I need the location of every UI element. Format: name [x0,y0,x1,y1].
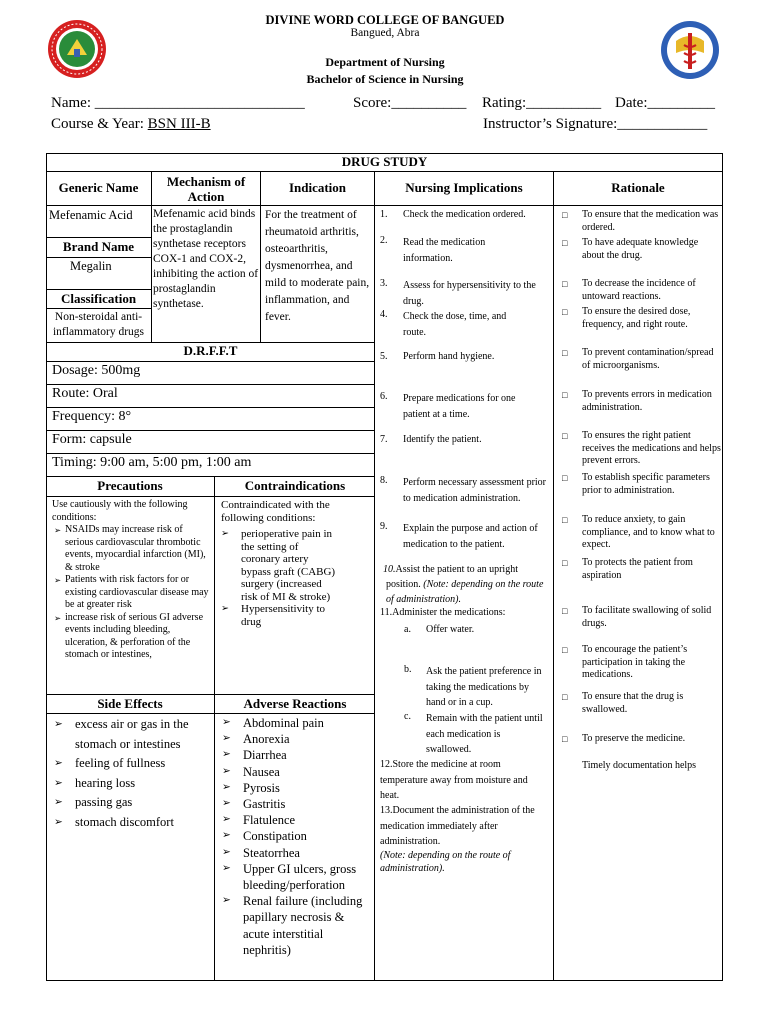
contraindications-list [221,499,339,628]
nursing-step [380,757,548,804]
sub-step-label: a. [404,624,411,635]
side-effect-item: ➢ passing gas [54,793,212,813]
adverse-reaction-item: ➢ Pyrosis [222,780,372,796]
dosage-row: Dosage: 500mg [52,363,141,378]
contraindications-intro: Contraindicated with the following conditions: [221,499,330,524]
rationale-text: To decrease the incidence of untoward reactions. [582,278,696,302]
rationale-text: To establish specific parameters prior to administration. [582,472,710,496]
score-field[interactable]: Score:__________ [353,95,467,111]
course-value: BSN III-B [147,116,211,132]
rationale-item [562,278,722,303]
col-header-rationale: Rationale [611,180,665,195]
adverse-reaction-item: ➢ Abdominal pain [222,715,372,731]
rationale-item [562,644,722,682]
precaution-item: ➢ Patients with risk factors for or existing cardiovascular disease may be at greater risk [54,574,212,612]
contraindication-item: ➢ perioperative pain in the setting of coronary artery bypass graft (CABG) surgery (increased risk of MI & stroke) [221,528,339,603]
nursing-step-text: Document the administration of the medication immediately after administration. [380,805,535,847]
rationale-item [562,557,722,582]
brand-name-label: Brand Name [62,239,135,254]
side-effects-title: Side Effects [97,696,163,711]
rationale-text: To have adequate knowledge about the drug. [582,237,699,261]
adverse-reaction-item: ➢ Flatulence [222,812,372,828]
nursing-step [380,803,548,850]
sub-step-label: b. [404,664,412,675]
nursing-step: Perform hand hygiene. [403,351,495,362]
side-effect-item: ➢ feeling of fullness [54,754,212,774]
rationale-text: To reduce anxiety, to gain compliance, and to know what to expect. [582,514,715,550]
college-location: Bangued, Abra [350,27,420,39]
nursing-step: Read the medication information. [403,237,486,264]
checkbox-icon: □ [562,238,568,248]
nursing-step-text: Administer the medications: [392,607,506,618]
rationale-text: To encourage the patient’s participation in taking the medications. [582,644,688,680]
precautions-intro: Use cautiously with the following conditions: [52,499,188,523]
step-number: 4. [380,309,388,320]
name-label: Name: [51,95,91,111]
side-effects-list [54,715,212,832]
sub-step: Remain with the patient until each medication is swallowed. [426,713,543,755]
nursing-step: Identify the patient. [403,434,482,445]
col-header-indication: Indication [288,180,347,195]
indication-text: For the treatment of rheumatoid arthritis, osteoarthritis, dysmenorrhea, and mild to moderate pain, inflammation, and fever. [265,209,370,323]
checkbox-icon: □ [562,606,568,616]
checkbox-icon: □ [562,692,568,702]
rationale-item [562,237,722,262]
drfft-title: D.R.F.F.T [183,343,238,358]
date-field[interactable]: Date:_________ [615,95,715,111]
step-number: 3. [380,278,388,289]
adverse-reaction-item: ➢ Anorexia [222,731,372,747]
rationale-item [562,389,722,414]
step-number: 1. [380,209,388,220]
rationale-item [562,605,722,630]
checkbox-icon: □ [562,558,568,568]
instructor-signature-field[interactable]: Instructor’s Signature:____________ [483,116,708,132]
rationale-text: Timely documentation helps [582,760,697,771]
nursing-step-note: (Note: depending on the route of administration). [386,579,544,605]
adverse-reaction-item: ➢ Diarrhea [222,747,372,763]
checkbox-icon: □ [562,307,568,317]
nursing-step: Assess for hypersensitivity to the drug. [403,280,536,307]
contraindications-title: Contraindications [244,478,346,493]
step-number: 10. [383,564,396,575]
sub-step-label: c. [404,711,411,722]
rationale-item [562,472,722,497]
rationale-text: To prevents errors in medication administration. [582,389,712,413]
step-number: 7. [380,434,388,445]
checkbox-icon: □ [562,734,568,744]
frequency-row: Frequency: 8° [52,409,132,424]
col-header-nursing-implications: Nursing Implications [405,180,523,195]
checkbox-icon: □ [562,431,568,441]
rationale-item [562,514,722,552]
rationale-item [562,430,722,468]
rationale-text: To ensure that the drug is swallowed. [582,691,684,715]
rationale-text: To protects the patient from aspiration [582,557,693,581]
adverse-reaction-item: ➢ Gastritis [222,796,372,812]
drug-study-title: DRUG STUDY [341,154,428,169]
adverse-reaction-item: ➢ Renal failure (including papillary necrosis & acute interstitial nephritis) [222,893,372,958]
rationale-text: To ensure that the medication was ordered. [582,209,719,233]
nursing-step-text: Assist the patient to an upright position. [386,564,518,590]
classification-label: Classification [60,291,137,306]
rating-field[interactable]: Rating:__________ [482,95,602,111]
precautions-list [52,499,212,662]
college-name: DIVINE WORD COLLEGE OF BANGUED [265,13,505,27]
course-label: Course & Year: [51,116,144,132]
nursing-step: Explain the purpose and action of medication to the patient. [403,523,538,550]
rationale-text: To facilitate swallowing of solid drugs. [582,605,712,629]
checkbox-icon: □ [562,210,568,220]
nursing-logo [660,19,720,81]
brand-name-value: Megalin [70,259,112,273]
nursing-step: Perform necessary assessment prior to medication administration. [403,477,547,504]
rationale-item [562,209,722,234]
col-header-mechanism: Mechanism of Action [166,174,246,204]
sub-step: Offer water. [426,624,475,635]
nursing-step: Prepare medications for one patient at a time. [403,393,516,420]
nursing-step: Check the medication ordered. [403,209,526,220]
adverse-reactions-list [222,715,372,958]
college-seal-logo [47,19,107,79]
timing-row: Timing: 9:00 am, 5:00 pm, 1:00 am [52,455,252,470]
nursing-step [383,562,550,607]
step-number: 12. [380,759,393,770]
adverse-reaction-item: ➢ Constipation [222,828,372,844]
side-effect-item: ➢ excess air or gas in the stomach or intestines [54,715,212,754]
adverse-reaction-item: ➢ Steatorrhea [222,845,372,861]
rationale-text: To preserve the medicine. [582,733,686,744]
rationale-item [562,306,722,331]
nursing-step [380,607,550,620]
rationale-item [562,760,722,773]
checkbox-icon: □ [562,348,568,358]
step-number: 5. [380,351,388,362]
rationale-text: To prevent contamination/spread of microorganisms. [582,347,714,371]
rationale-text: To ensure the desired dose, frequency, and right route. [582,306,691,330]
classification-value: Non-steroidal anti-inflammatory drugs [52,311,145,338]
nursing-step-text: Store the medicine at room temperature away from moisture and heat. [380,759,528,801]
precautions-title: Precautions [97,478,163,493]
adverse-reactions-title: Adverse Reactions [243,696,347,711]
rationale-item [562,733,722,746]
col-header-generic-name: Generic Name [58,180,139,195]
step-number: 2. [380,235,388,246]
checkbox-icon: □ [562,645,568,655]
step-number: 9. [380,521,388,532]
step-number: 13. [380,805,393,816]
contraindication-item: ➢ Hypersensitivity to drug [221,603,339,628]
nursing-note: (Note: depending on the route of administration). [380,850,511,874]
step-number: 8. [380,475,388,486]
side-effect-item: ➢ hearing loss [54,774,212,794]
checkbox-icon: □ [562,390,568,400]
generic-name-value: Mefenamic Acid [49,208,133,222]
rationale-item [562,691,722,716]
rationale-item [562,347,722,372]
route-row: Route: Oral [52,386,118,401]
department-name: Department of Nursing [325,55,445,69]
step-number: 11. [380,607,393,618]
precaution-item: ➢ increase risk of serious GI adverse events including bleeding, ulceration, & perforation of the stomach or intestines, [54,612,212,662]
checkbox-icon: □ [562,279,568,289]
step-number: 6. [380,391,388,402]
checkbox-icon: □ [562,473,568,483]
program-name: Bachelor of Science in Nursing [306,72,464,86]
adverse-reaction-item: ➢ Nausea [222,764,372,780]
checkbox-icon: □ [562,515,568,525]
mechanism-of-action-text: Mefenamic acid binds the prostaglandin synthetase receptors COX-1 and COX-2, inhibiting the action of prostaglandin synthetase. [153,208,259,310]
side-effect-item: ➢ stomach discomfort [54,813,212,833]
nursing-step: Check the dose, time, and route. [403,311,507,338]
course-year-field[interactable] [51,116,211,133]
precaution-item: ➢ NSAIDs may increase risk of serious cardiovascular thrombotic events, myocardial infarction (MI), & stroke [54,524,212,574]
adverse-reaction-item: ➢ Upper GI ulcers, gross bleeding/perforation [222,861,372,893]
sub-step: Ask the patient preference in taking the medications by hand or in a cup. [426,666,542,708]
form-row: Form: capsule [52,432,132,447]
name-blank: ____________________________ [94,95,305,111]
name-field[interactable] [51,95,305,112]
rationale-text: To ensures the right patient receives the medications and helps prevent errors. [582,430,721,466]
